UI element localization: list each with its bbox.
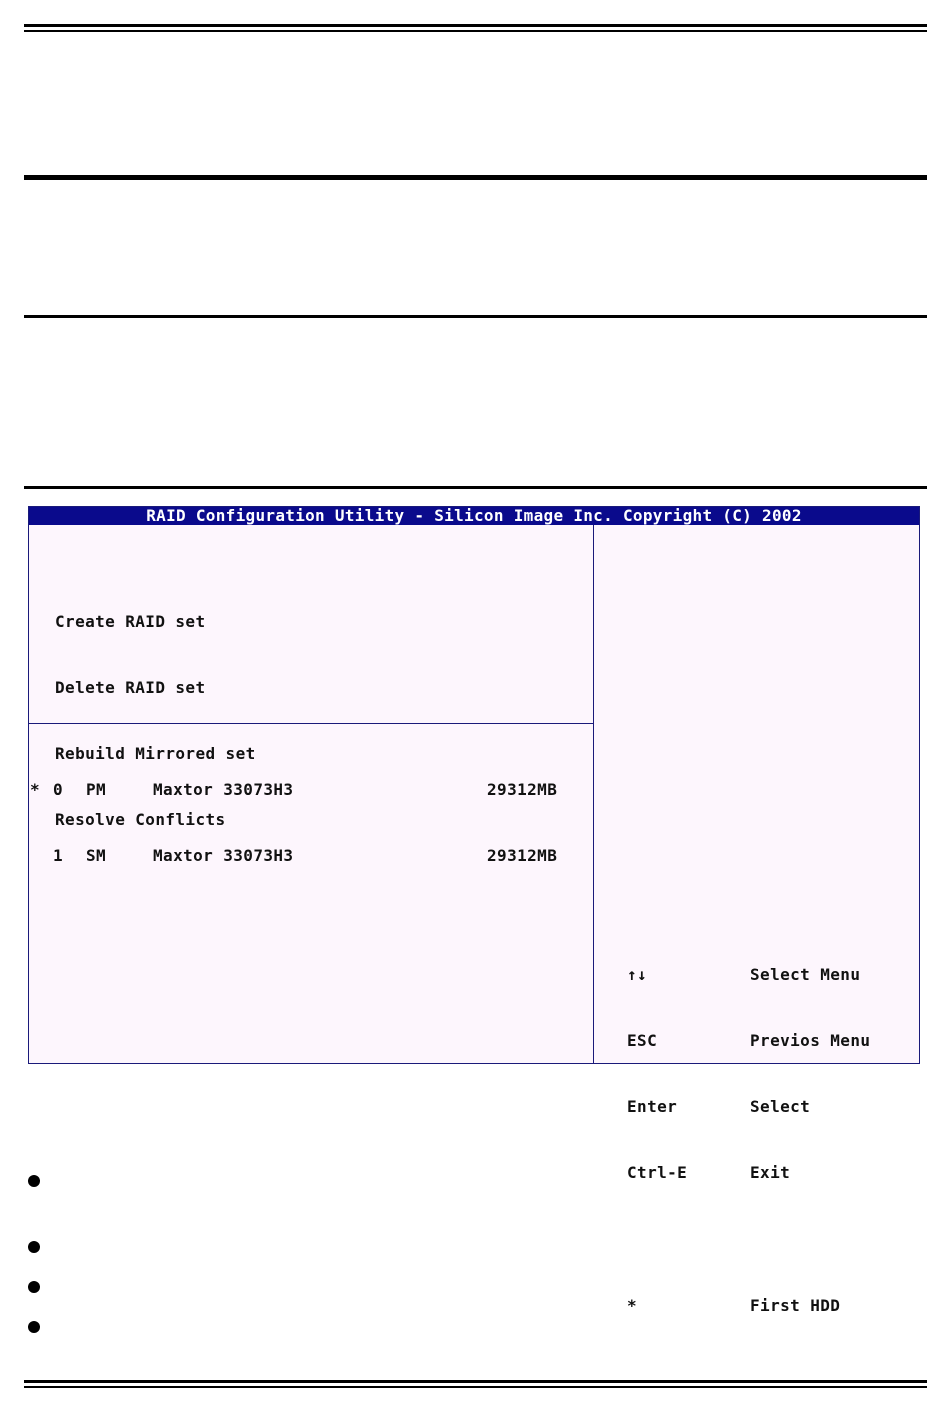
drive-model: Maxtor 33073H3 bbox=[153, 780, 294, 799]
drive-size: 29312MB bbox=[487, 846, 558, 865]
key-help-desc: Exit bbox=[750, 1163, 791, 1182]
key-help bbox=[627, 920, 917, 1361]
drive-number: 0 bbox=[53, 780, 64, 799]
bullet-icon bbox=[28, 1241, 40, 1253]
utility-title-bar: RAID Configuration Utility - Silicon Image Inc. Copyright (C) 2002 bbox=[29, 507, 919, 525]
key-help-desc: Select Menu bbox=[750, 965, 861, 984]
menu-item-delete-raid-set[interactable]: Delete RAID set bbox=[55, 678, 206, 697]
raid-utility-screen bbox=[28, 506, 920, 1315]
drive-size: 29312MB bbox=[487, 780, 558, 799]
menu-item-rebuild-mirrored-set[interactable]: Rebuild Mirrored set bbox=[55, 744, 256, 763]
key-help-key: * bbox=[627, 1296, 638, 1315]
panel-divider-vertical bbox=[593, 525, 594, 1064]
key-help-desc: Select bbox=[750, 1097, 811, 1116]
drive-number: 1 bbox=[53, 846, 64, 865]
key-help-row bbox=[627, 1096, 917, 1118]
key-help-row bbox=[627, 1295, 917, 1317]
drive-role: PM bbox=[86, 780, 107, 799]
top-rule bbox=[24, 24, 927, 27]
section-rule-thick bbox=[24, 175, 927, 180]
key-help-key: ESC bbox=[627, 1031, 658, 1050]
bottom-rule-secondary bbox=[24, 1386, 927, 1388]
key-help-row bbox=[627, 1162, 917, 1184]
section-rule-screenshot bbox=[24, 486, 927, 489]
key-help-desc: First HDD bbox=[750, 1296, 841, 1315]
bottom-rule bbox=[24, 1380, 927, 1383]
first-hdd-marker: * bbox=[30, 780, 41, 799]
key-help-key: Enter bbox=[627, 1097, 678, 1116]
bullet-icon bbox=[28, 1321, 40, 1333]
drive-list bbox=[29, 735, 593, 911]
arrow-keys-icon: ↑↓ bbox=[627, 965, 648, 984]
drive-role: SM bbox=[86, 846, 107, 865]
key-help-key: Ctrl-E bbox=[627, 1163, 688, 1182]
drive-row bbox=[29, 779, 593, 801]
bullet-icon bbox=[28, 1281, 40, 1293]
drive-row bbox=[29, 845, 593, 867]
top-rule-secondary bbox=[24, 30, 927, 32]
drive-model: Maxtor 33073H3 bbox=[153, 846, 294, 865]
menu-item-create-raid-set[interactable]: Create RAID set bbox=[55, 612, 206, 631]
menu-item-resolve-conflicts[interactable]: Resolve Conflicts bbox=[55, 810, 226, 829]
section-rule bbox=[24, 315, 927, 318]
bullet-icon bbox=[28, 1175, 40, 1187]
key-help-desc: Previos Menu bbox=[750, 1031, 871, 1050]
key-help-row bbox=[627, 964, 917, 986]
key-help-row bbox=[627, 1030, 917, 1052]
key-help-spacer bbox=[627, 1228, 917, 1251]
